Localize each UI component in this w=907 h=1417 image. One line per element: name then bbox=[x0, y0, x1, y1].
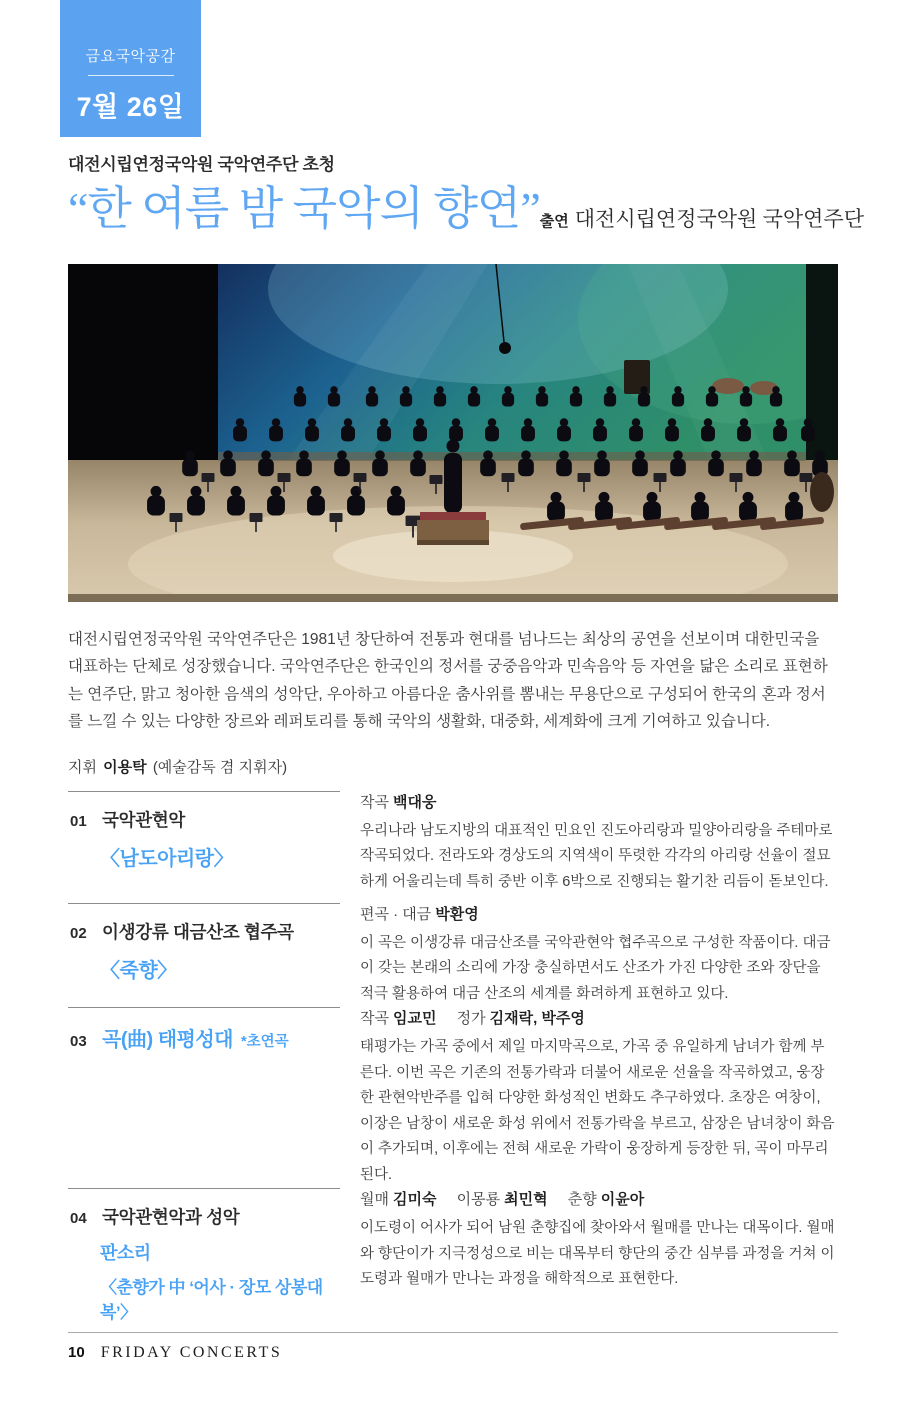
program-item-01-right bbox=[360, 791, 838, 903]
program-credits: 작곡 임교민 정가 김재락, 박주영 bbox=[360, 1010, 585, 1028]
badge-divider bbox=[88, 75, 174, 76]
conductor-name: 이용탁 bbox=[103, 758, 147, 776]
footer-label: FRIDAY CONCERTS bbox=[100, 1344, 283, 1361]
program-item-04-right bbox=[360, 1188, 838, 1323]
program-item-01-left bbox=[68, 791, 340, 903]
program-description: 태평가는 가곡 중에서 제일 마지막곡으로, 가곡 중 유일하게 남녀가 함께 부른다. 이번 곡은 기존의 전통가락과 더불어 새로운 선율을 작곡하였고, 웅장한 관현악반주를 입혀 다양한 화성적인 변화도 추구하였다. 초장은 여창이, 이장은 남창이 새로운 화성 위에서 전통가락을 부르고, 삼장은 남녀창이 화음이 추가되며, 이후에는 전혀 새로운 가락이 웅장하게 등장한 뒤, 곡이 마무리 된다. bbox=[360, 1039, 835, 1183]
date-badge bbox=[60, 0, 201, 137]
page-title: “한 여름 밤 국악의 향연” bbox=[68, 183, 540, 234]
intro-paragraph: 대전시립연정국악원 국악연주단은 1981년 창단하여 전통과 현대를 넘나드는 최상의 공연을 선보이며 대한민국을 대표하는 단체로 성장했습니다. 국악연주단은 한국인의 정서를 궁중음악과 민속음악 등 자연을 닮은 소리로 표현하는 연주단, 맑고 청아한 음색의 성악단, 우아하고 아름다운 춤사위를 뽐내는 무용단으로 구성되어 한국의 혼과 정서를 느낄 수 있는 다양한 장르와 레퍼토리를 통해 국악의 생활화, 대중화, 세계화에 크게 기여하고 있습니다. bbox=[68, 630, 828, 731]
conductor-role: 지휘 bbox=[68, 758, 97, 776]
program-item-02-left bbox=[68, 903, 340, 1008]
cast-name: 대전시립연정국악원 국악연주단 bbox=[574, 206, 865, 231]
program-subtitle: 〈죽향〉 bbox=[100, 959, 177, 982]
title-row bbox=[68, 183, 865, 236]
program-description: 우리나라 남도지방의 대표적인 민요인 진도아리랑과 밀양아리랑을 주테마로 작곡되었다. 전라도와 경상도의 지역색이 뚜렷한 각각의 아리랑 선율이 절묘하게 어울리는데 특히 중반 이후 6박으로 진행되는 활기찬 리듬이 돋보인다. bbox=[360, 822, 833, 890]
program-number: 02 bbox=[70, 924, 87, 942]
page-number: 10 bbox=[68, 1344, 85, 1361]
program-item-01 bbox=[68, 791, 838, 903]
program-item-03-left bbox=[68, 1007, 340, 1188]
stage-photo bbox=[68, 264, 838, 602]
badge-date: 7월 26일 bbox=[76, 92, 185, 122]
program-number: 01 bbox=[70, 812, 87, 830]
cast-line bbox=[540, 203, 864, 236]
program-item-02 bbox=[68, 903, 838, 1008]
invitation-line: 대전시립연정국악원 국악연주단 초청 bbox=[68, 155, 335, 174]
program-credits: 작곡 백대웅 bbox=[360, 793, 437, 811]
program-item-02-right bbox=[360, 903, 838, 1008]
conductor-note: (예술감독 겸 지휘자) bbox=[152, 758, 288, 776]
program-item-03 bbox=[68, 1007, 838, 1188]
program-title: 이생강류 대금산조 협주곡 bbox=[102, 921, 294, 942]
program-title: 곡(曲) 태평성대 bbox=[102, 1029, 233, 1052]
program-credits: 편곡 · 대금 박환영 bbox=[360, 905, 479, 923]
program-description: 이도령이 어사가 되어 남원 춘향집에 찾아와서 월매를 만나는 대목이다. 월매와 향단이가 지극정성으로 비는 대목부터 향단의 중간 심부름 과정을 거쳐 이도령과 월매가 만나는 과정을 해학적으로 표현한다. bbox=[360, 1220, 835, 1288]
cast-label: 출연 bbox=[539, 212, 569, 230]
badge-series-label: 금요국악공감 bbox=[85, 48, 176, 65]
program-item-03-right bbox=[360, 1007, 838, 1188]
program-number: 03 bbox=[70, 1033, 87, 1051]
program-number: 04 bbox=[70, 1210, 87, 1228]
program-subtitle: 〈남도아리랑〉 bbox=[100, 847, 234, 870]
program-credits: 월매 김미숙 이몽룡 최민혁 춘향 이윤아 bbox=[360, 1191, 645, 1209]
page-footer bbox=[68, 1332, 838, 1362]
program-item-04-left bbox=[68, 1188, 340, 1323]
program-list bbox=[68, 791, 838, 1324]
program-item-04 bbox=[68, 1188, 838, 1323]
program-subtitle: 판소리 bbox=[100, 1243, 151, 1264]
program-description: 이 곡은 이생강류 대금산조를 국악관현악 협주곡으로 구성한 작품이다. 대금이 갖는 본래의 소리에 가장 충실하면서도 산조가 가진 다양한 조와 장단을 적극 활용하여 대금 산조의 세계를 화려하게 표현하고 있다. bbox=[360, 934, 831, 1002]
program-title: 국악관현악 bbox=[102, 809, 186, 830]
conductor-line bbox=[68, 756, 838, 777]
program-subtitle: 〈춘향가 中 ‘어사 · 장모 상봉대복’〉 bbox=[100, 1278, 323, 1323]
program-title: 국악관현악과 성악 bbox=[102, 1207, 240, 1228]
stage-photo-illustration bbox=[68, 264, 838, 602]
premiere-note: *초연곡 bbox=[240, 1034, 289, 1051]
